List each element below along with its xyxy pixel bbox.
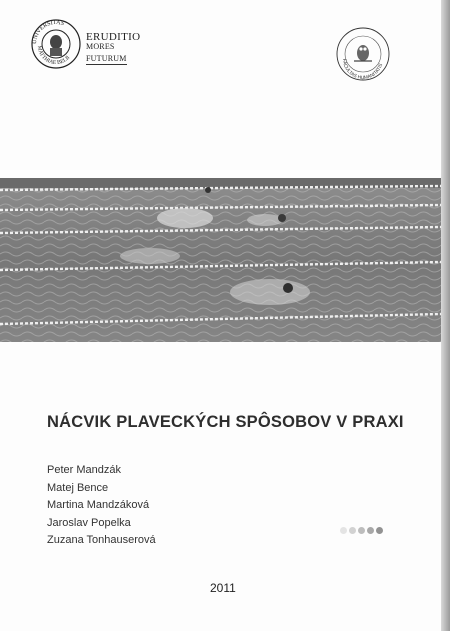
book-title: NÁCVIK PLAVECKÝCH SPÔSOBOV V PRAXI [47, 413, 404, 431]
university-seal-logo [30, 18, 82, 70]
svg-text:MATTHIAE BELII: MATTHIAE BELII [35, 45, 72, 67]
author-name: Matej Bence [47, 481, 109, 494]
author-name: Martina Mandzáková [47, 499, 150, 511]
author-name: Peter Mandzák [47, 464, 121, 476]
author-list [47, 462, 156, 550]
decorative-dots [340, 527, 383, 534]
faculty-owl-seal-logo [334, 25, 392, 83]
svg-text:FACULTAS HUMANITATIS: FACULTAS HUMANITATIS [340, 58, 385, 82]
svg-text:UNIVERSITAS: UNIVERSITAS [31, 19, 65, 45]
page-edge [441, 0, 450, 631]
decor-dot [367, 527, 374, 534]
motto-line-3: FUTURUM [86, 54, 127, 63]
decor-dot [376, 527, 383, 534]
decor-dot [349, 527, 356, 534]
author-name: Zuzana Tonhauserová [47, 534, 156, 546]
swimming-pool-photo [0, 178, 441, 342]
author-name: Jaroslav Popelka [47, 516, 131, 529]
motto-line-2: MORES [86, 42, 115, 51]
motto-block [86, 32, 140, 65]
decor-dot [340, 527, 347, 534]
publication-year: 2011 [210, 581, 236, 595]
decor-dot [358, 527, 365, 534]
motto-line-1: ERUDITIO [86, 31, 141, 43]
